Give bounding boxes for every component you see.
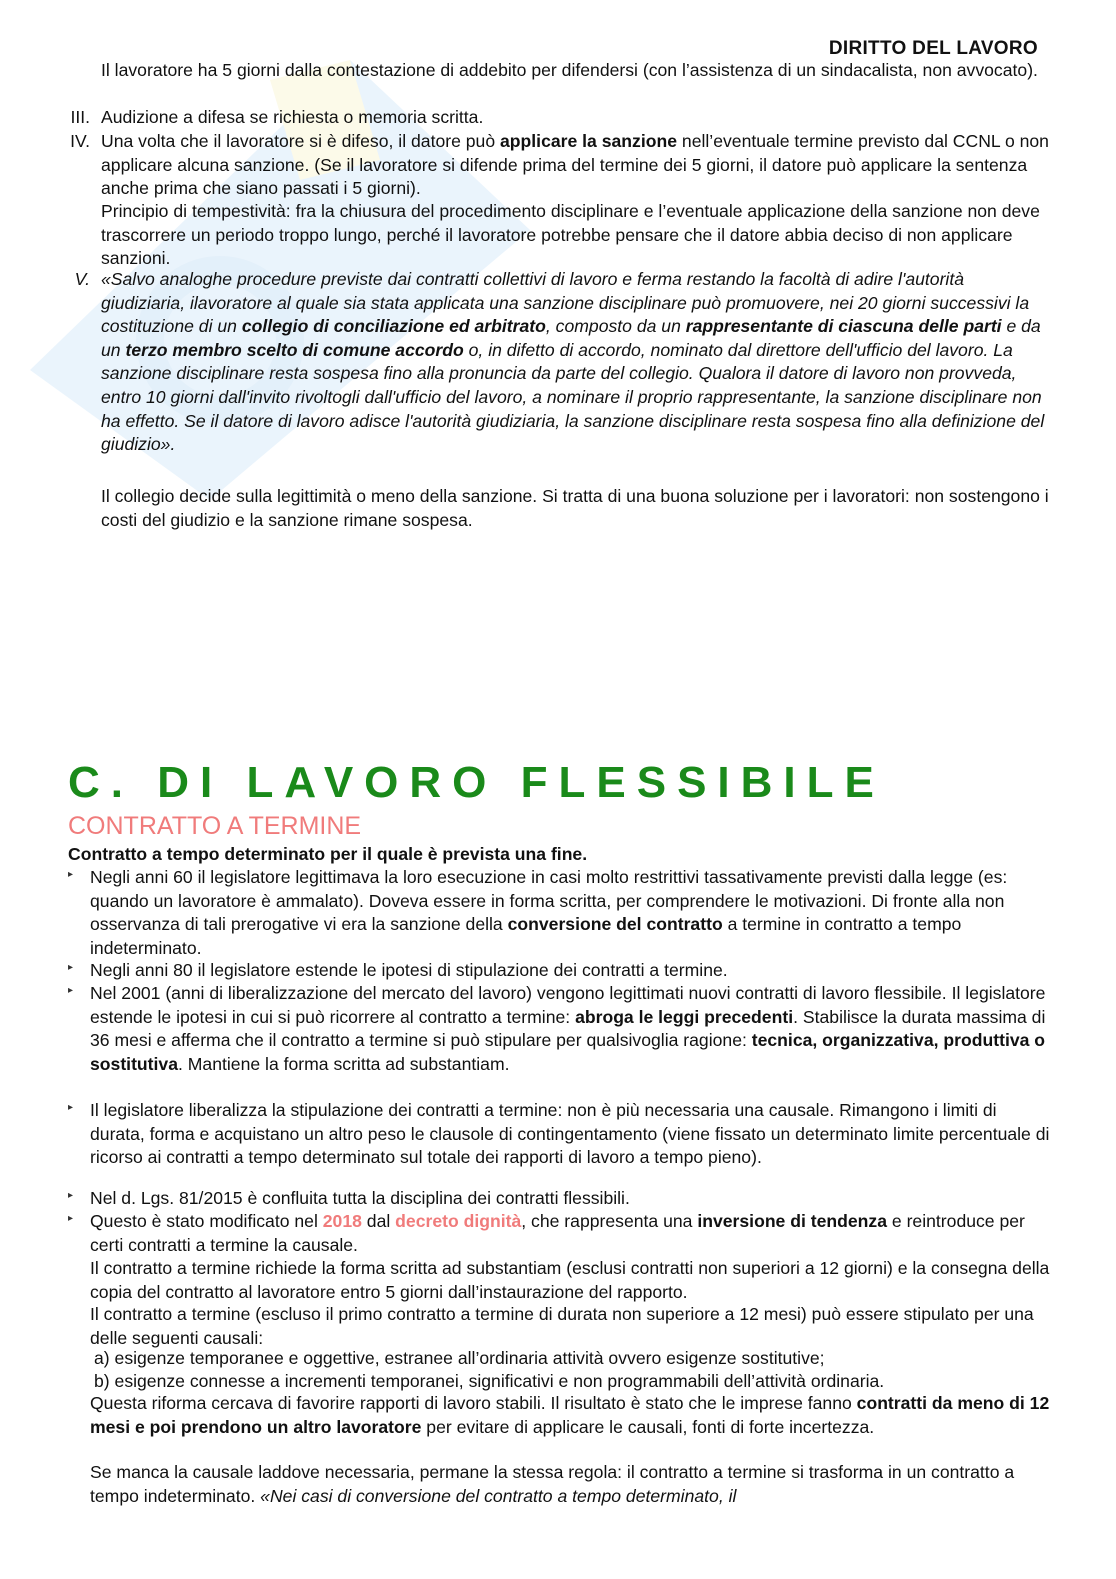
list-number: V. [74, 269, 90, 289]
paragraph-conversione: Se manca la causale laddove necessaria, permane la stessa regola: il contratto a termine si trasforma in un contratto a tempo indeterminato. «Nei casi di conversione del contratto a tempo determinato, il [90, 1462, 1015, 1506]
list-number: III. [70, 107, 90, 127]
list-item-sanzione: Una volta che il lavoratore si è difeso, il datore può applicare la sanzione nell’eventuale termine previsto dal CCNL o non applicare alcuna sanzione. (Se il lavoratore si difende prima del termine dei 5 giorni, il datore può applicare la sentenza anche prima che siano passati i 5 giorni). [101, 131, 1049, 199]
causale-b: b) esigenze connesse a incrementi temporanei, significativi e non programmabili dell’attività ordinaria. [94, 1371, 885, 1391]
list-number: IV. [70, 131, 90, 151]
paragraph-collegio-note: Il collegio decide sulla legittimità o meno della sanzione. Si tratta di una buona soluzione per i lavoratori: non sostengono i costi del giudizio e la sanzione rimane sospesa. [101, 486, 1049, 530]
list-item-liberalizza: Il legislatore liberalizza la stipulazione dei contratti a termine: non è più necessaria una causale. Rimangono i limiti di durata, forma e acquistano un altro peso le clausole di contingentamento (viene fissato un determinato limite percentuale di ricorso ai contratti a tempo determinato sul totale dei rapporti di lavoro a tempo pieno). [90, 1100, 1050, 1168]
list-item-anni-60: Negli anni 60 il legislatore legittimava la loro esecuzione in casi molto restrittivi tassativamente previsti dalla legge (es: quando un lavoratore è ammalato). Doveva essere in forma scritta, per comprendere le motivazioni. Di fronte alla non osservanza di tali prerogative vi era la sanzione della conversione del contratto a termine in contratto a tempo indeterminato. [90, 867, 1008, 958]
paragraph-tempestivita: Principio di tempestività: fra la chiusura del procedimento disciplinare e l’eventuale applicazione della sanzione non deve trascorrere un periodo troppo lungo, perché il lavoratore potrebbe pensare che il datore abbia deciso di non applicare sanzioni. [101, 201, 1040, 269]
bullet-marker-icon: ▸ [68, 1102, 74, 1113]
list-item-anni-80: Negli anni 80 il legislatore estende le ipotesi di stipulazione dei contratti a termine. [90, 960, 728, 980]
bullet-marker-icon: ▸ [68, 1213, 74, 1224]
bullet-marker-icon: ▸ [68, 869, 74, 880]
running-header: DIRITTO DEL LAVORO [828, 38, 1038, 59]
bullet-marker-icon: ▸ [68, 985, 74, 996]
paragraph-forma-scritta: Il contratto a termine richiede la forma scritta ad substantiam (esclusi contratti non superiori a 12 giorni) e la consegna della copia del contratto al lavoratore entro 5 giorni dall’instaurazione del rapporto. [90, 1258, 1050, 1302]
paragraph-riforma: Questa riforma cercava di favorire rapporti di lavoro stabili. Il risultato è stato che le imprese fanno contratti da meno di 12 mesi e poi prendono un altro lavoratore per evitare di applicare le causali, fonti di forte incertezza. [90, 1393, 1050, 1437]
lead-sentence: Contratto a tempo determinato per il quale è prevista una fine. [68, 844, 588, 864]
quote-collegio: «Salvo analoghe procedure previste dai contratti collettivi di lavoro e ferma restando la facoltà di adire l'autorità giudiziaria, ilavoratore al quale sia stata applicata una sanzione disciplinare può promuovere, nei 20 giorni successivi la costituzione di un collegio di conciliazione ed arbitrato, composto da un rappresentante di ciascuna delle parti e da un terzo membro scelto di comune accordo o, in difetto di accordo, nominato dal direttore dell'ufficio del lavoro. La sanzione disciplinare resta sospesa fino alla pronuncia da parte del collegio. Qualora il datore di lavoro non provveda, entro 10 giorni dall'invito rivoltogli dall'ufficio del lavoro, a nominare il proprio rappresentante, la sanzione disciplinare non ha effetto. Se il datore di lavoro adisce l'autorità giudiziaria, la sanzione disciplinare resta sospesa fino alla definizione del giudizio». [101, 269, 1045, 455]
paragraph-defense-term: Il lavoratore ha 5 giorni dalla contestazione di addebito per difendersi (con l’assistenza di un sindacalista, non avvocato). [101, 60, 1038, 80]
causale-a: a) esigenze temporanee e oggettive, estranee all’ordinaria attività ovvero esigenze sostitutive; [94, 1348, 825, 1368]
section-title: C. DI LAVORO FLESSIBILE [68, 758, 885, 807]
bullet-marker-icon: ▸ [68, 1190, 74, 1201]
list-item-2001: Nel 2001 (anni di liberalizzazione del mercato del lavoro) vengono legittimati nuovi contratti di lavoro flessibile. Il legislatore estende le ipotesi in cui si può ricorrere al contratto a termine: abroga le leggi precedenti. Stabilisce la durata massima di 36 mesi e afferma che il contratto a termine si può stipulare per qualsivoglia ragione: tecnica, organizzativa, produttiva o sostitutiva. Mantiene la forma scritta ad substantiam. [90, 983, 1046, 1074]
subsection-title: CONTRATTO A TERMINE [68, 812, 362, 840]
list-item-audizione: Audizione a difesa se richiesta o memoria scritta. [101, 107, 484, 127]
list-item-dlgs-81-2015: Nel d. Lgs. 81/2015 è confluita tutta la disciplina dei contratti flessibili. [90, 1188, 630, 1208]
list-item-decreto-dignita: Questo è stato modificato nel 2018 dal decreto dignità, che rappresenta una inversione di tendenza e reintroduce per certi contratti a termine la causale. [90, 1211, 1025, 1255]
paragraph-causali: Il contratto a termine (escluso il primo contratto a termine di durata non superiore a 12 mesi) può essere stipulato per una delle seguenti causali: [90, 1304, 1034, 1348]
bullet-marker-icon: ▸ [68, 962, 74, 973]
